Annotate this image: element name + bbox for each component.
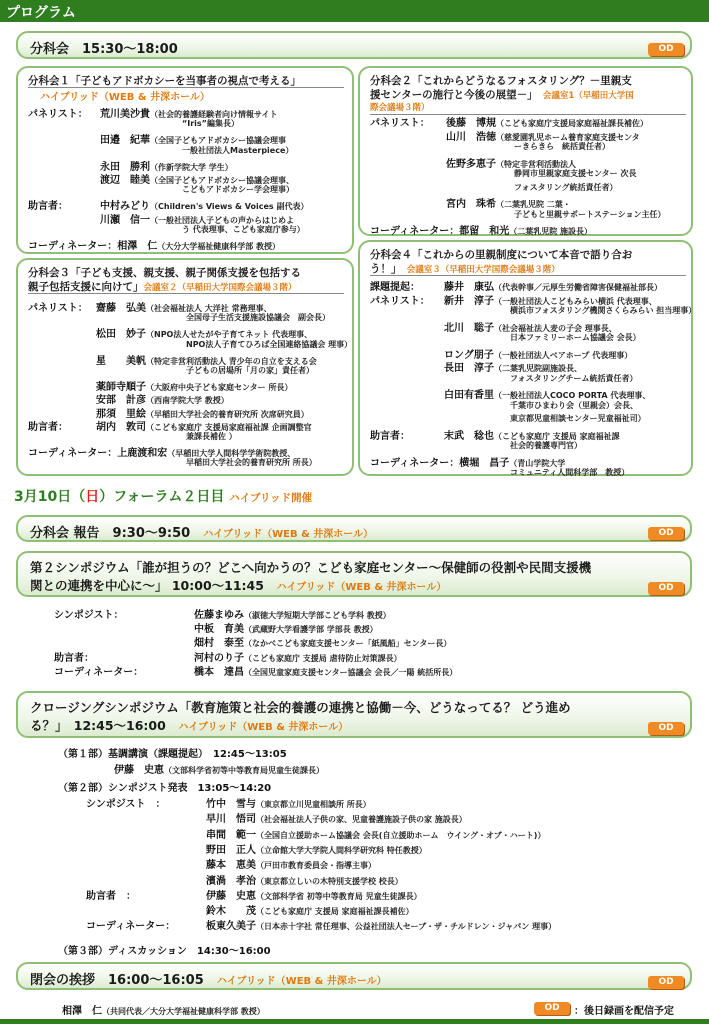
member-name: 川瀬 信一 <box>100 214 150 226</box>
member-name: 長田 淳子 <box>444 363 494 374</box>
member-row <box>86 795 371 810</box>
member-role: コーディネーター： <box>86 921 176 933</box>
member-name: 那須 里絵 <box>96 408 146 420</box>
member-name: 渡辺 睦美 <box>100 175 150 186</box>
member-affiliation-cont: 兼課長補佐 ） <box>186 432 237 441</box>
member-role: 助言者： <box>370 430 410 442</box>
member-affiliation: （大分大学福祉健康科学部 教授） <box>157 242 280 251</box>
member-row <box>86 917 556 932</box>
session-4-title-line2: う！」 会議室３（早稲田大学国際会議場３階） <box>370 263 560 275</box>
member-affiliation: （戸田市教育委員会・指導主事） <box>256 861 376 871</box>
member-affiliation: （一般社団法人子どもの声からはじめよ <box>150 215 294 225</box>
member-role: パネリスト： <box>28 303 88 314</box>
member-role: パネリスト： <box>370 295 430 307</box>
member-affiliation: （一般社団法人COCO PORTA 代表理事、 <box>494 391 651 400</box>
member-name: 田邉 紀華 <box>100 135 150 147</box>
member-affiliation: （社会的養護経験者向け情報サイト <box>150 110 278 119</box>
member-role: シンポジスト ： <box>86 799 166 810</box>
member-affiliation: （日本赤十字社 常任理事、公益社団法人セーブ・ザ・チルドレン・ジャパン 理事） <box>256 922 557 932</box>
member-affiliation: （特定非営利活動法人 青少年の自立を支える会 <box>146 356 317 366</box>
session-4-title-line1: 分科会４「これからの里親制度について本音で語り合お <box>370 249 633 261</box>
member-row <box>86 887 422 902</box>
member-affiliation: （社会福祉法人子供の家、児童養護施設子供の家 施設長） <box>256 815 467 825</box>
member-name: 橋本 達昌 <box>194 666 244 678</box>
member-affiliation-cont: 子どもの居場所「月の家」責任者） <box>186 366 314 375</box>
day2-heading: 3月10日（日）フォーラム２日目 ハイブリッド開催 <box>14 489 313 505</box>
session-2-room-line2: 際会議場３階） <box>370 103 430 113</box>
member-role: コーディネーター： <box>370 457 460 469</box>
member-name: 濱渦 孝治 <box>206 875 256 887</box>
member-name: 北川 聡子 <box>444 322 494 334</box>
member-row <box>206 826 545 841</box>
member-affiliation: （武蔵野大学看護学部 学部長 教授） <box>244 625 378 635</box>
member-row <box>206 902 414 917</box>
member-name: 安部 計彦 <box>96 395 146 407</box>
member-affiliation: （社会福祉法人麦の子会 理事長、 <box>494 323 617 333</box>
member-name: 早川 悟司 <box>206 814 256 826</box>
member-affiliation: （一般社団法人こどもみらい横浜 代表理事、 <box>494 296 657 306</box>
member-role: 助言者 ： <box>86 890 136 902</box>
member-name: 鈴木 茂 <box>206 906 256 918</box>
member-role: 助言者： <box>54 652 94 664</box>
member-affiliation-cont: ーきらきら 統括責任者） <box>514 142 610 151</box>
member-name: 串間 範一 <box>206 829 256 841</box>
member-row <box>206 841 427 856</box>
member-row <box>54 663 457 678</box>
member-name: 中板 育美 <box>194 624 244 636</box>
member-affiliation-cont: 子どもと里親サポートステーション主任） <box>514 209 666 219</box>
member-affiliation-cont: フォスタリングチーム統括責任者） <box>510 373 638 383</box>
member-name: 上鹿渡和宏 <box>117 448 168 460</box>
member-row <box>28 105 277 120</box>
od-badge[interactable]: OD <box>648 582 684 595</box>
member-name: ロング朋子 <box>444 349 494 361</box>
closing-symposium <box>16 691 692 738</box>
member-row <box>206 872 403 887</box>
od-legend-note: ：後日録画を配信予定 <box>574 1006 674 1017</box>
member-name: 末武 稔也 <box>444 430 494 442</box>
report-title: 分科会 報告 9:30〜9:50 ハイブリッド（WEB & 井深ホール） <box>30 526 374 541</box>
closing-remarks <box>16 962 692 990</box>
member-name: 山川 浩徳 <box>446 131 496 143</box>
member-role: パネリスト： <box>370 118 430 129</box>
member-affiliation: （こども家庭庁 支援局 虐待防止対策課長） <box>244 653 402 663</box>
member-name: 相澤 仁 <box>117 241 158 252</box>
session-2-title-line2: 援センターの施行と今後の展望－」 会議室1（早稲田大学国 <box>370 89 634 101</box>
member-affiliation: （Children's Views & Voices 副代表） <box>150 202 309 212</box>
member-name: 野田 正人 <box>206 844 256 856</box>
report-session <box>16 515 692 542</box>
member-affiliation: （二葉乳児院副施設長、 <box>494 364 582 373</box>
member-affiliation: （東京都立しいの木特別支援学校 校長） <box>256 876 403 886</box>
member-name: 都留 和光 <box>459 226 510 237</box>
closing-part-2: （第２部）シンポジスト発表 13:05〜14:20 <box>58 783 272 794</box>
symposium-2-title-line1: 第２シンポジウム「誰が担うの？どこへ向かうの？こども家庭センター～保健師の役割や民間支援機 <box>30 560 592 575</box>
member-affiliation-cont: コミュニティ人間科学部 教授） <box>510 468 630 477</box>
weekday: 日 <box>85 489 100 505</box>
member-name: 藤本 恵美 <box>206 860 256 872</box>
member-row <box>54 649 402 664</box>
member-affiliation: （二葉乳児院 施設長） <box>509 227 592 236</box>
member-affiliation-cont: 社会的養護専門官） <box>510 441 582 450</box>
member-name: 藤井 康弘 <box>444 282 494 293</box>
od-badge[interactable]: OD <box>648 722 684 735</box>
member-affiliation: （西南学院大学 教授） <box>146 396 229 406</box>
od-badge[interactable]: OD <box>648 976 684 989</box>
member-affiliation: （東京都立川児童相談所 所長） <box>256 800 371 809</box>
member-affiliation-cont: NPO法人子育てひろば全国連絡協議会 理事） <box>186 339 353 349</box>
member-affiliation-cont: 横浜市フォスタリング機関さくらみらい 担当理事） <box>510 306 697 315</box>
member-affiliation: （全国自立援助ホーム協議会 会長(自立援助ホーム ウイング・オブ・ハート)） <box>256 830 546 840</box>
closing-part-1: （第１部）基調講演（課題提起） 12:45〜13:05 <box>58 749 287 760</box>
member-affiliation-cont: 千葉市ひまわり会（里親会）会長、 <box>510 400 638 410</box>
member-role: 助言者： <box>28 201 68 213</box>
member-name: 畑村 泰至 <box>194 638 244 650</box>
member-affiliation: （全国児童家庭支援センター協議会 会長／一陽 統括所長） <box>244 667 458 677</box>
member-row <box>194 620 378 635</box>
member-name: 板東久美子 <box>206 921 256 933</box>
member-role: 課題提起： <box>370 282 420 293</box>
member-name: 齋藤 弘美 <box>96 303 146 314</box>
od-legend-badge: OD <box>534 1002 570 1015</box>
member-affiliation: （こども家庭庁 支援局 家庭福祉課 <box>494 431 620 441</box>
member-affiliation: （こども家庭庁支援局家庭福祉課長補佐） <box>496 119 648 128</box>
closing-part-3: （第３部）ディスカッション 14:30〜16:00 <box>58 946 271 957</box>
session-1-title: 分科会１「子どもアドボカシーを当事者の視点で考える」 <box>28 75 301 87</box>
member-affiliation: （立命館大学大学院人間科学研究科 特任教授） <box>256 845 427 855</box>
member-row <box>370 427 620 442</box>
member-row <box>206 856 376 871</box>
keynote-speaker: 伊藤 史恵（文部科学省初等中等教育局児童生徒課長） <box>114 765 324 776</box>
member-affiliation-cont: 早稲田大学社会的養育研究所 所長） <box>186 458 317 468</box>
member-affiliation: （二葉乳児院 二葉・ <box>496 200 571 209</box>
member-affiliation: （一般社団法人ベアホープ 代表理事） <box>493 350 633 360</box>
member-affiliation-cont: 東京都児童相談センター児童福祉司） <box>510 414 646 423</box>
member-affiliation: （早稲田大学人間科学学術院教授、 <box>167 449 296 459</box>
member-name: 中村みどり <box>100 201 150 213</box>
title-underline <box>370 275 686 276</box>
member-row <box>54 606 391 621</box>
member-name: 胡内 敦司 <box>96 421 146 433</box>
member-affiliation: （NPO法人せたがや子育てネット 代表理事、 <box>146 330 313 340</box>
member-role: コーディネーター： <box>28 448 118 460</box>
member-affiliation: （文部科学省 初等中等教育局 児童生徒課長） <box>256 891 422 901</box>
member-name: 後藤 博規 <box>446 118 496 129</box>
member-affiliation: （慈愛園乳児ホーム養育家庭支援センタ <box>496 132 640 142</box>
member-name: 伊藤 史恵 <box>206 890 256 902</box>
member-affiliation: （青山学院大学 <box>509 458 566 468</box>
member-name: 佐藤まゆみ <box>194 610 244 621</box>
member-affiliation: （早稲田大学社会的養育研究所 次席研究員） <box>146 409 309 419</box>
member-row <box>194 634 451 649</box>
member-affiliation: （淑徳大学短期大学部こども学科 教授） <box>244 611 391 620</box>
member-affiliation-cont: 静岡市里親家庭支援センター 次長 <box>514 169 637 178</box>
footer-bar <box>0 1019 709 1024</box>
session-header <box>16 31 692 59</box>
member-affiliation-cont: こどもアドボカシー学会理事） <box>182 185 294 195</box>
member-role: コーディネーター： <box>370 226 460 237</box>
member-affiliation-cont: “Iris”編集長） <box>182 119 239 129</box>
closing-remarks-title: 閉会の挨拶 16:00〜16:05 ハイブリッド（WEB & 井深ホール） <box>30 973 387 988</box>
member-affiliation: （作新学院大学 学生） <box>150 162 233 172</box>
session-2-title-line1: 分科会２「これからどうなるフォスタリング？－里親支 <box>370 75 632 87</box>
symposium-2-title-line2: 関との連携を中心に～」 10:00〜11:45 ハイブリッド（WEB & 井深ホール） <box>30 578 447 593</box>
session-3-title-line2: 親子包括支援に向けて」会議室２（早稲田大学国際会議場３階） <box>28 281 297 293</box>
member-name: 竹中 雪与 <box>206 799 256 810</box>
od-badge[interactable]: OD <box>648 43 684 56</box>
member-affiliation: （特定非営利活動法人 <box>496 159 576 169</box>
member-affiliation-cont: 日本ファミリーホーム協議会 会長） <box>510 333 641 342</box>
session-1-hybrid: ハイブリッド（WEB & 井深ホール） <box>40 92 210 103</box>
member-role: 助言者： <box>28 421 68 433</box>
member-affiliation: （社会福祉法人 大洋社 常務理事、 <box>146 304 272 313</box>
closing-title-line1: クロージングシンポジウム「教育施策と社会的養護の連携と協働－今、どうなってる？ どう進め <box>30 700 571 715</box>
member-affiliation: （なかべこども家庭支援センター「紙風船」センター長） <box>244 639 452 649</box>
member-affiliation: （こども家庭庁 支援局 家庭福祉課長補佐） <box>256 907 414 917</box>
member-name: 荒川美沙貴 <box>100 109 150 120</box>
member-name: 佐野多恵子 <box>446 158 496 170</box>
member-role: コーディネーター： <box>54 666 144 678</box>
symposium-2 <box>16 551 692 597</box>
member-role: パネリスト： <box>28 109 88 120</box>
session-title: 分科会 15:30〜18:00 <box>30 42 178 57</box>
member-name: 新井 淳子 <box>444 295 494 307</box>
program-header: プログラム <box>0 0 709 22</box>
member-name: 宮内 珠希 <box>446 199 496 210</box>
member-row <box>28 418 312 433</box>
member-affiliation: （全国子どもアドボカシー協議会理事 <box>150 136 286 146</box>
member-affiliation: （代表幹事／元厚生労働省障害保健福祉部長） <box>494 283 662 292</box>
member-name: 星 美帆 <box>96 355 146 367</box>
member-role: コーディネーター： <box>28 241 118 252</box>
member-name: 白田有香里 <box>444 390 494 401</box>
member-affiliation: （こども家庭庁 支援局家庭福祉課 企画調整官 <box>146 422 312 432</box>
day2-hybrid: ハイブリッド開催 <box>229 492 313 504</box>
closing-remarks-speaker: 相澤 仁（共同代表／大分大学福祉健康科学部 教授） <box>62 1006 265 1017</box>
session-3-title-line1: 分科会３「子ども支援、親支援、親子関係支援を包括する <box>28 267 301 279</box>
member-name: 松田 妙子 <box>96 329 146 341</box>
member-affiliation-cont: う 代表理事、こども家庭庁参与） <box>182 224 305 234</box>
member-name: 河村のり子 <box>194 652 244 664</box>
member-affiliation-cont: 全国母子生活支援施設協議会 副会長） <box>186 313 330 323</box>
member-name: 永田 勝利 <box>100 161 150 173</box>
member-role: シンポジスト： <box>54 610 124 621</box>
member-affiliation-cont: 一般社団法人Masterpiece） <box>182 145 294 155</box>
member-name: 横堀 昌子 <box>459 457 510 469</box>
member-affiliation: （全国子どもアドボカシー協議会理事、 <box>150 176 294 185</box>
member-row <box>370 222 592 237</box>
closing-title-line2: る？」 12:45〜16:00 ハイブリッド（WEB & 井深ホール） <box>30 718 349 733</box>
member-row <box>206 810 467 825</box>
member-affiliation: （大阪府中央子ども家庭センター 所長） <box>146 383 293 393</box>
od-badge[interactable]: OD <box>648 527 684 540</box>
member-affiliation-cont: フォスタリング統括責任者） <box>514 182 618 192</box>
member-name: 薬師寺順子 <box>96 382 146 394</box>
title-underline <box>28 293 344 294</box>
member-row <box>28 237 280 252</box>
